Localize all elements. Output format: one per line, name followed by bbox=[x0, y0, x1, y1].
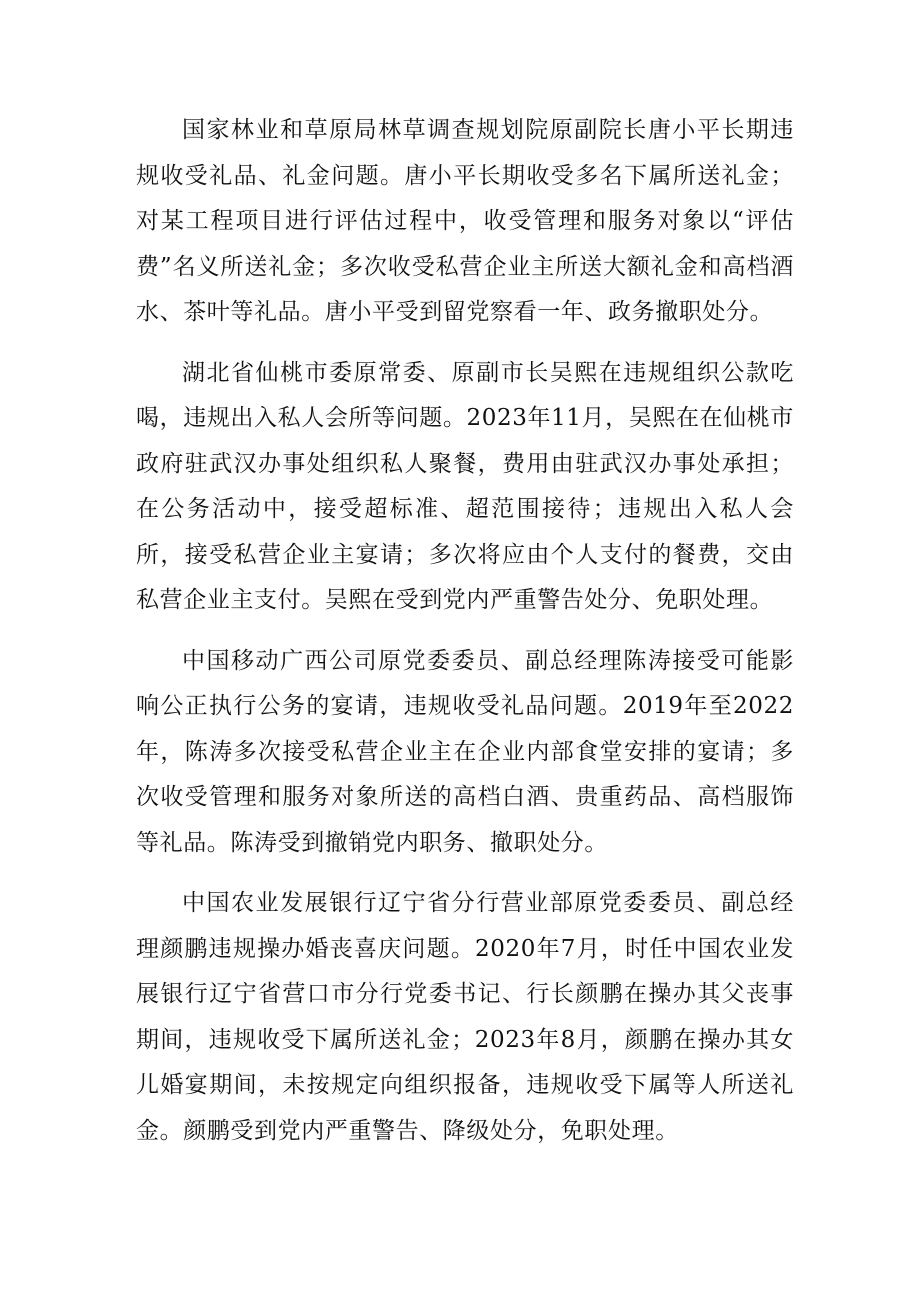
paragraph-yan-peng: 中国农业发展银行辽宁省分行营业部原党委委员、副总经理颜鹏违规操办婚丧喜庆问题。2020年7月，时任中国农业发展银行辽宁省营口市分行党委书记、行长颜鹏在操办其父丧事期间，违规收受下属所送礼金；2023年8月，颜鹏在操办其女儿婚宴期间，未按规定向组织报备，违规收受下属等人所送礼金。颜鹏受到党内严重警告、降级处分，免职处理。 bbox=[136, 890, 794, 1144]
paragraph-chen-tao: 中国移动广西公司原党委委员、副总经理陈涛接受可能影响公正执行公务的宴请，违规收受礼品问题。2019年至2022年，陈涛多次接受私营企业主在企业内部食堂安排的宴请；多次收受管理和服务对象所送的高档白酒、贵重药品、高档服饰等礼品。陈涛受到撤销党内职务、撤职处分。 bbox=[136, 647, 794, 856]
document-body bbox=[136, 108, 794, 1169]
paragraph-tang-xiaoping: 国家林业和草原局林草调查规划院原副院长唐小平长期违规收受礼品、礼金问题。唐小平长期收受多名下属所送礼金；对某工程项目进行评估过程中，收受管理和服务对象以“评估费”名义所送礼金；多次收受私营企业主所送大额礼金和高档酒水、茶叶等礼品。唐小平受到留党察看一年、政务撤职处分。 bbox=[136, 117, 794, 325]
paragraph-wu-xi: 湖北省仙桃市委原常委、原副市长吴熙在违规组织公款吃喝，违规出入私人会所等问题。2023年11月，吴熙在在仙桃市政府驻武汉办事处组织私人聚餐，费用由驻武汉办事处承担；在公务活动中，接受超标准、超范围接待；违规出入私人会所，接受私营企业主宴请；多次将应由个人支付的餐费，交由私营企业主支付。吴熙在受到党内严重警告处分、免职处理。 bbox=[136, 359, 794, 613]
